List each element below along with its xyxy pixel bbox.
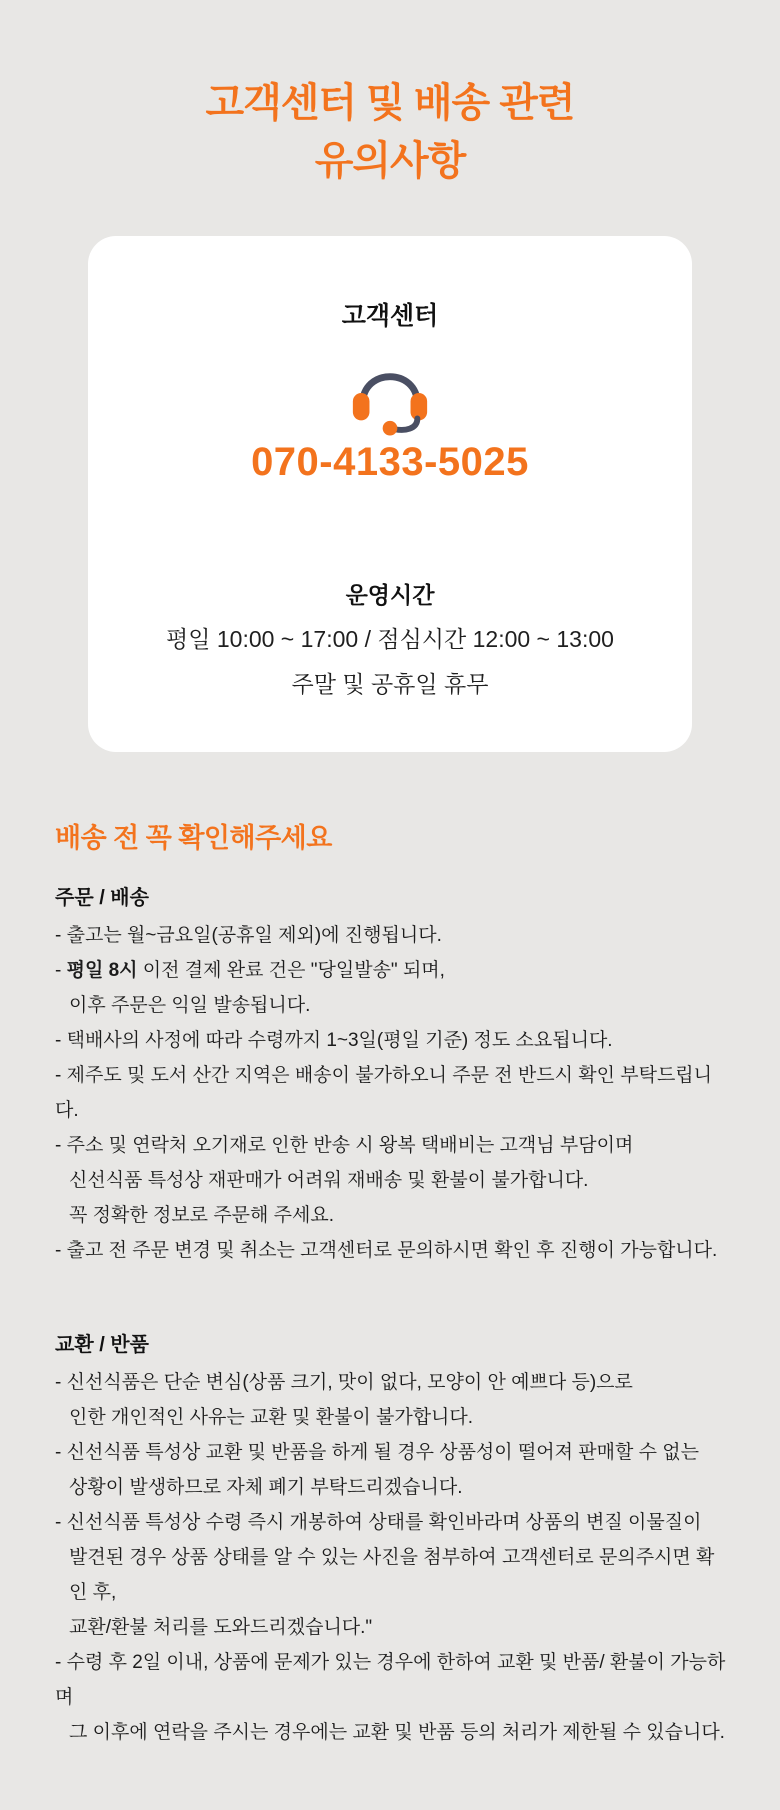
notice-line: 인한 개인적인 사유는 교환 및 환불이 불가합니다. xyxy=(69,1406,474,1428)
notice-line: 교환/환불 처리를 도와드리겠습니다." xyxy=(69,1616,373,1638)
notice-section-title: 주문 / 배송 xyxy=(55,886,149,909)
hours-heading: 운영시간 xyxy=(345,582,435,608)
notice-line: - 수령 후 2일 이내, 상품에 문제가 있는 경우에 한하여 교환 및 반품/ 환불이 가능하며 xyxy=(55,1651,726,1708)
contact-card-heading: 고객센터 xyxy=(341,302,439,330)
notice-section xyxy=(55,1328,728,1750)
notice-line-bold: 평일 8시 xyxy=(66,959,138,981)
notice-line: 이후 주문은 익일 발송됩니다. xyxy=(69,994,311,1016)
notice-line: 발견된 경우 상품 상태를 알 수 있는 사진을 첨부하여 고객센터로 문의주시면 확인 후, xyxy=(69,1546,715,1603)
page-title-line2: 유의사항 xyxy=(314,139,466,183)
notice-line: - 출고 전 주문 변경 및 취소는 고객센터로 문의하시면 확인 후 진행이 가능합니다. xyxy=(55,1239,718,1261)
phone-number: 070-4133-5025 xyxy=(251,440,529,484)
hours-weekend: 주말 및 공휴일 휴무 xyxy=(291,670,489,697)
page-title xyxy=(0,74,780,190)
shipping-notice xyxy=(0,752,780,1810)
page-title-line1: 고객센터 및 배송 관련 xyxy=(205,81,575,125)
notice-line: 그 이후에 연락을 주시는 경우에는 교환 및 반품 등의 처리가 제한될 수 있습니다. xyxy=(69,1721,725,1743)
hours-weekday: 평일 10:00 ~ 17:00 / 점심시간 12:00 ~ 13:00 xyxy=(166,626,614,652)
notice-line: - 신선식품 특성상 수령 즉시 개봉하여 상태를 확인바라며 상품의 변질 이물질이 xyxy=(55,1511,702,1533)
notice-line: 꼭 정확한 정보로 주문해 주세요. xyxy=(69,1204,334,1226)
notice-sections xyxy=(55,881,728,1750)
notice-line: 신선식품 특성상 재판매가 어려워 재배송 및 환불이 불가합니다. xyxy=(69,1169,589,1191)
notice-line: - 신선식품은 단순 변심(상품 크기, 맛이 없다, 모양이 안 예쁘다 등)으로 xyxy=(55,1371,633,1393)
notice-line: - 제주도 및 도서 산간 지역은 배송이 불가하오니 주문 전 반드시 확인 부탁드립니다. xyxy=(55,1064,713,1121)
notice-line: - 신선식품 특성상 교환 및 반품을 하게 될 경우 상품성이 떨어져 판매할 수 없는 xyxy=(55,1441,699,1463)
headset-icon xyxy=(341,352,439,438)
notice-line: 상황이 발생하므로 자체 폐기 부탁드리겠습니다. xyxy=(69,1476,463,1498)
notice-line: - 주소 및 연락처 오기재로 인한 반송 시 왕복 택배비는 고객님 부담이며 xyxy=(55,1134,634,1156)
notice-line: - 택배사의 사정에 따라 수령까지 1~3일(평일 기준) 정도 소요됩니다. xyxy=(55,1029,613,1051)
contact-card xyxy=(88,236,692,752)
notice-section-title: 교환 / 반품 xyxy=(55,1333,149,1356)
notice-line: - 출고는 월~금요일(공휴일 제외)에 진행됩니다. xyxy=(55,924,442,946)
notice-line: - 평일 8시 이전 결제 완료 건은 "당일발송" 되며, xyxy=(55,959,445,981)
notice-section xyxy=(55,881,728,1268)
notice-heading: 배송 전 꼭 확인해주세요 xyxy=(55,822,332,853)
